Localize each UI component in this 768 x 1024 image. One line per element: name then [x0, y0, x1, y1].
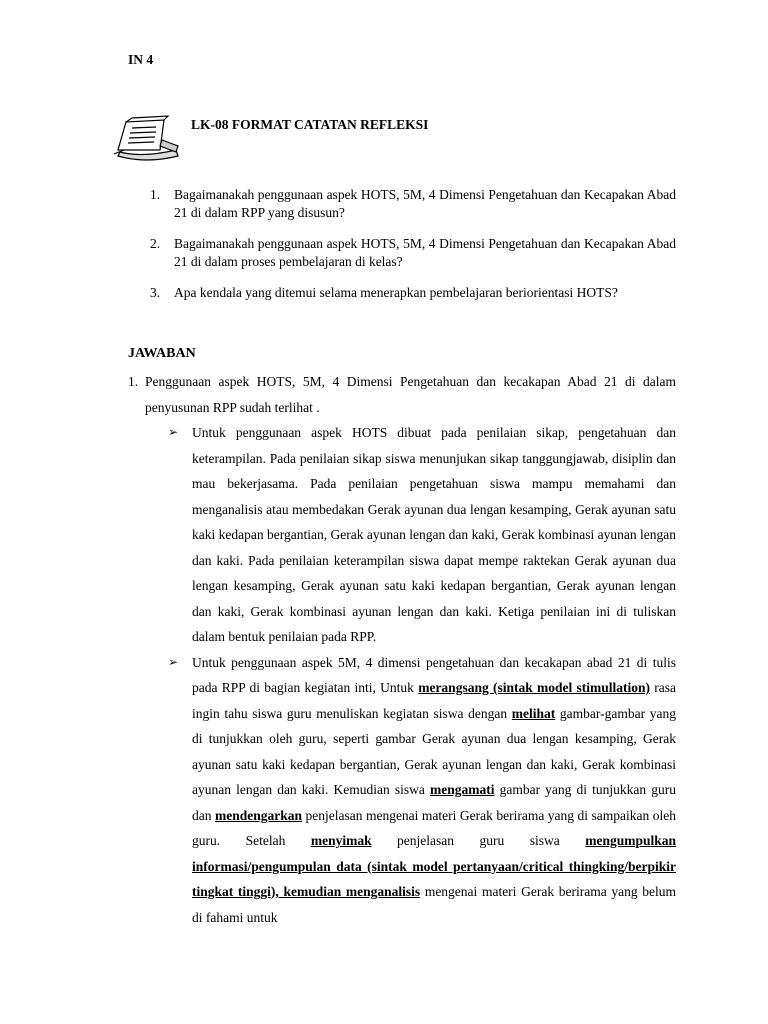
question-item [150, 186, 676, 222]
question-number: 3. [150, 285, 161, 300]
answer-item [128, 369, 676, 420]
bullet-item [168, 650, 676, 931]
emphasis-text: mengumpulkan informasi/pengumpulan data (sintak model pertanyaan/critical thingking/berpikir tingkat tinggi), kemudian menganalisis [192, 833, 677, 899]
emphasis-text: mendengarkan [214, 807, 302, 823]
emphasis-text: melihat [511, 705, 556, 721]
emphasis-text: merangsang (sintak model stimullation) [418, 680, 651, 695]
text-run: gambar-gambar yang di tunjukkan oleh guru, seperti gambar Gerak ayunan dua lengan kesamping, Gerak ayunan satu kaki kedapan bergantian, Gerak ayunan lengan dan kaki, Gerak kombinasi ayunan lengan dan kaki. Kemudian siswa [192, 705, 676, 797]
question-text: Bagaimanakah penggunaan aspek HOTS, 5M, 4 Dimensi Pengetahuan dan Kecapakan Abad 21 di dalam RPP yang disusun? [174, 187, 676, 220]
question-text: Bagaimanakah penggunaan aspek HOTS, 5M, 4 Dimensi Pengetahuan dan Kecapakan Abad 21 di dalam proses pembelajaran di kelas? [174, 236, 676, 269]
answer-text: Penggunaan aspek HOTS, 5M, 4 Dimensi Pengetahuan dan kecakapan Abad 21 di dalam penyusunan RPP sudah terlihat . [145, 374, 676, 415]
text-run: mengenai materi Gerak berirama yang belum di fahami untuk [192, 884, 676, 925]
text-run: Untuk penggunaan aspek 5M, 4 dimensi pengetahuan dan kecakapan abad 21 di tulis pada RPP di bagian kegiatan inti, Untuk [192, 654, 676, 695]
clipboard-notes-icon [112, 110, 184, 162]
bullet-text: Untuk penggunaan aspek HOTS dibuat pada penilaian sikap, pengetahuan dan keterampilan. Pada penilaian sikap siswa menunjukan sikap tanggungjawab, disiplin dan mau bekerjasama. Pada penilaian pengetahuan siswa mampu memahami dan menganalisis atau membedakan Gerak ayunan dua lengan kesamping, Gerak ayunan satu kaki kedapan bergantian, Gerak ayunan lengan dan kaki, Gerak kombinasi ayunan lengan dan kaki. Pada penilaian keterampilan siswa dapat mempe raktekan Gerak ayunan dua lengan kesamping, Gerak ayunan satu kaki kedapan bergantian, Gerak ayunan lengan dan kaki, Gerak kombinasi ayunan lengan dan kaki. Ketiga penilaian ini di tuliskan dalam bentuk penilaian pada RPP. [192, 425, 676, 644]
text-run: gambar yang di tunjukkan guru dan [192, 782, 677, 823]
arrow-bullet-icon: ➢ [168, 654, 179, 669]
question-item [150, 284, 676, 302]
answer-body [128, 369, 676, 930]
document-title: LK-08 FORMAT CATATAN REFLEKSI [191, 117, 429, 132]
question-item [150, 235, 676, 271]
arrow-bullet-icon: ➢ [168, 425, 179, 439]
answer-heading: JAWABAN [128, 346, 196, 361]
question-number: 2. [150, 236, 161, 251]
emphasis-text: mengamati [429, 782, 495, 797]
text-run: penjelasan guru siswa [371, 833, 586, 848]
question-number: 1. [150, 187, 161, 202]
question-list [150, 186, 676, 315]
bullet-item [168, 420, 676, 650]
answer-bullet-list [168, 420, 676, 930]
answer-number: 1. [128, 374, 139, 389]
question-text: Apa kendala yang ditemui selama menerapkan pembelajaran beriorientasi HOTS? [174, 285, 618, 300]
text-run: rasa ingin tahu siswa guru menuliskan kegiatan siswa dengan [192, 680, 677, 721]
text-run: penjelasan mengenai materi Gerak berirama yang di sampaikan oleh guru. Setelah [192, 807, 676, 848]
document-code: IN 4 [128, 52, 154, 67]
bullet-text [192, 650, 676, 931]
emphasis-text: menyimak [310, 833, 372, 848]
